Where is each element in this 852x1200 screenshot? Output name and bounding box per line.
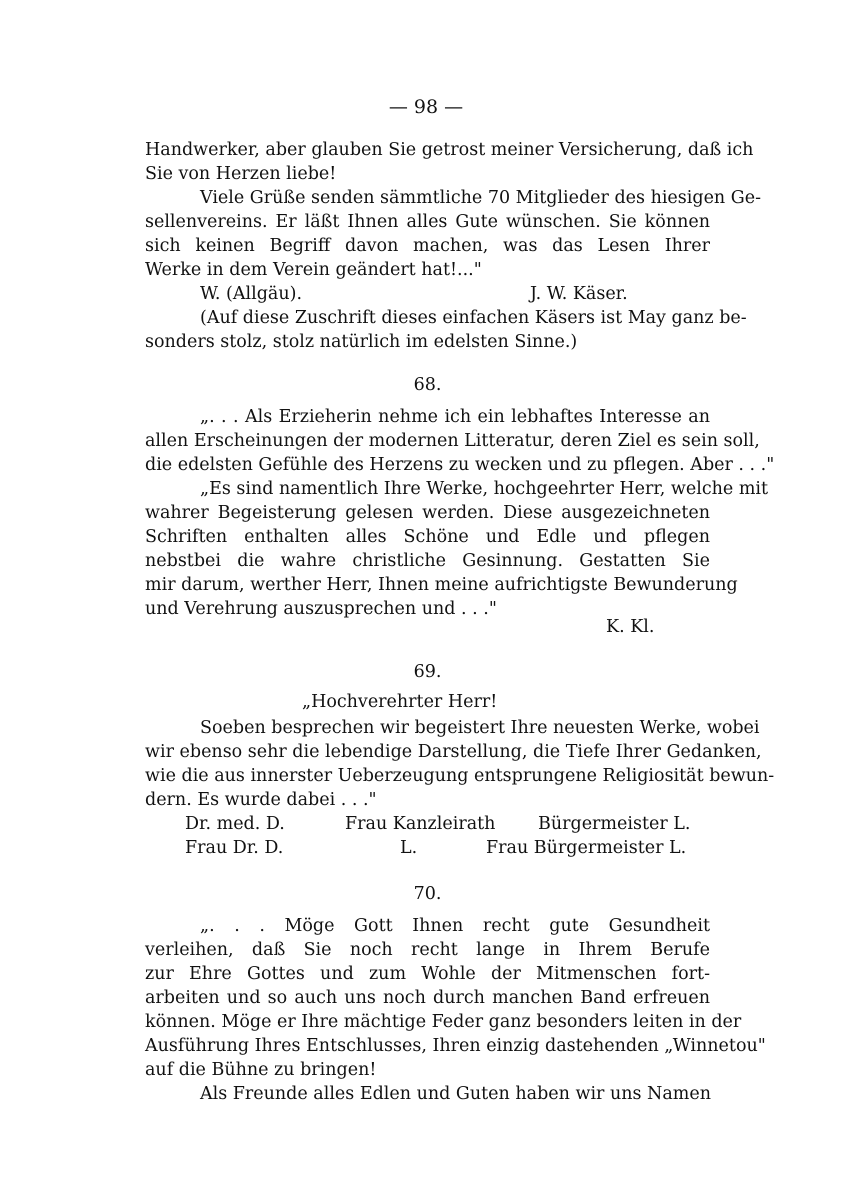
text-line: verleihen, daß Sie noch recht lange in Ihrem Berufe	[145, 940, 710, 960]
signature-name: J. W. Käser.	[530, 284, 628, 304]
text-line: Viele Grüße senden sämmtliche 70 Mitglieder des hiesigen Ge-	[200, 188, 762, 208]
text-line: Ausführung Ihres Entschlusses, Ihren einzig dastehenden „Winnetou"	[145, 1036, 766, 1056]
text-line: Sie von Herzen liebe!	[145, 164, 337, 184]
text-line: arbeiten und so auch uns noch durch manchen Band erfreuen	[145, 988, 710, 1008]
text-line: allen Erscheinungen der modernen Litteratur, deren Ziel es sein soll,	[145, 431, 760, 451]
text-line: Als Freunde alles Edlen und Guten haben wir uns Namen	[200, 1084, 712, 1104]
signature-name: L.	[400, 838, 418, 858]
section-number: 69.	[413, 662, 442, 682]
text-line: können. Möge er Ihre mächtige Feder ganz besonders leiten in der	[145, 1012, 742, 1032]
text-line: sellenvereins. Er läßt Ihnen alles Gute wünschen. Sie können	[145, 212, 710, 232]
text-line: sonders stolz, stolz natürlich im edelsten Sinne.)	[145, 332, 578, 352]
page-number: — 98 —	[388, 96, 464, 118]
text-line: die edelsten Gefühle des Herzens zu wecken und zu pflegen. Aber . . ."	[145, 455, 775, 475]
salutation: „Hochverehrter Herr!	[302, 692, 498, 712]
text-line: Schriften enthalten alles Schöne und Edle und pflegen	[145, 527, 710, 547]
text-line: mir darum, werther Herr, Ihnen meine aufrichtigste Bewunderung	[145, 575, 738, 595]
signature-place: W. (Allgäu).	[200, 284, 303, 304]
text-line: nebstbei die wahre christliche Gesinnung. Gestatten Sie	[145, 551, 710, 571]
text-line: „. . . Möge Gott Ihnen recht gute Gesundheit	[200, 916, 710, 936]
text-line: wir ebenso sehr die lebendige Darstellung, die Tiefe Ihrer Gedanken,	[145, 742, 762, 762]
signature-name: K. Kl.	[606, 617, 655, 637]
text-line: sich keinen Begriff davon machen, was das Lesen Ihrer	[145, 236, 710, 256]
text-line: (Auf diese Zuschrift dieses einfachen Käsers ist May ganz be-	[200, 308, 747, 328]
text-line: „. . . Als Erzieherin nehme ich ein lebhaftes Interesse an	[200, 407, 710, 427]
signature-name: Frau Dr. D.	[185, 838, 284, 858]
signature-name: Frau Kanzleirath	[345, 814, 496, 834]
text-line: Soeben besprechen wir begeistert Ihre neuesten Werke, wobei	[200, 718, 760, 738]
text-line: wie die aus innerster Ueberzeugung entsprungene Religiosität bewun-	[145, 766, 775, 786]
signature-name: Dr. med. D.	[185, 814, 285, 834]
text-line: auf die Bühne zu bringen!	[145, 1060, 377, 1080]
text-line: „Es sind namentlich Ihre Werke, hochgeehrter Herr, welche mit	[200, 479, 769, 499]
signature-name: Bürgermeister L.	[538, 814, 691, 834]
section-number: 68.	[413, 375, 442, 395]
text-line: Werke in dem Verein geändert hat!..."	[145, 260, 482, 280]
text-line: wahrer Begeisterung gelesen werden. Diese ausgezeichneten	[145, 503, 710, 523]
section-number: 70.	[413, 884, 442, 904]
text-line: dern. Es wurde dabei . . ."	[145, 790, 377, 810]
text-line: Handwerker, aber glauben Sie getrost meiner Versicherung, daß ich	[145, 140, 754, 160]
signature-name: Frau Bürgermeister L.	[486, 838, 687, 858]
text-line: zur Ehre Gottes und zum Wohle der Mitmenschen fort-	[145, 964, 710, 984]
text-line: und Verehrung auszusprechen und . . ."	[145, 599, 497, 619]
